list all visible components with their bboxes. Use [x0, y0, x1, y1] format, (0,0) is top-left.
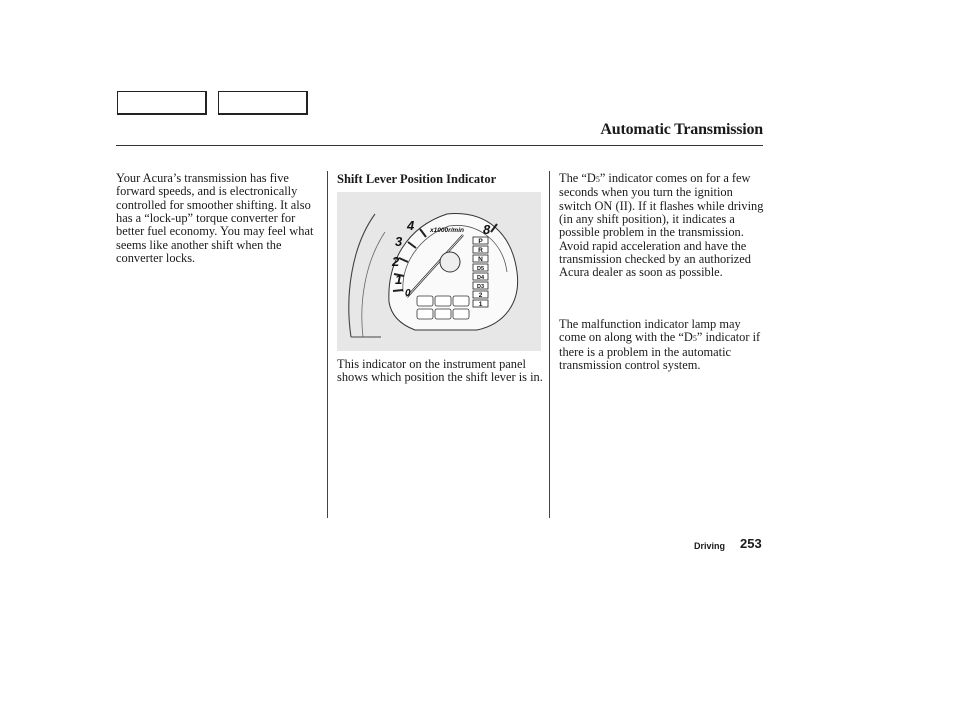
- shift-position-N: N: [478, 256, 483, 263]
- gauge-number-3: 3: [395, 234, 403, 249]
- gauge-unit-label: x1000r/min: [430, 227, 464, 234]
- shift-position-D3: D3: [476, 284, 485, 290]
- subscript-5: 5: [692, 334, 697, 344]
- tachometer-illustration: [337, 192, 541, 351]
- title-rule: [116, 145, 763, 146]
- text-fragment: The “D: [559, 171, 596, 185]
- text-fragment: ” indicator if there is a problem in the automatic transmission control system.: [559, 330, 761, 373]
- shift-indicator-heading: Shift Lever Position Indicator: [337, 172, 497, 186]
- gauge-number-4: 4: [407, 218, 415, 233]
- text-fragment: ” indicator comes on for a few seconds when you turn the ignition switch ON (II). If it flashes while driving (in any shift position), it indicates a possible problem in the transmission. Avoid rapid acceleration and have the transmission checked by an authorized Acura dealer as soon as possible.: [559, 171, 764, 280]
- tachometer-figure: [337, 192, 541, 351]
- shift-position-P: P: [478, 238, 483, 245]
- d5-indicator-text: [559, 172, 764, 280]
- column-divider: [549, 171, 550, 518]
- indicator-description-text: This indicator on the instrument panel shows which position the shift lever is in.: [337, 357, 543, 385]
- transmission-intro-text: Your Acura’s transmission has five forward speeds, and is electronically controlled for smoother shifting. It also has a “lock-up” torque converter for better fuel economy. You may feel what seems like another shift when the converter locks.: [116, 171, 314, 266]
- page-title: Automatic Transmission: [600, 121, 763, 138]
- page-number: 253: [740, 536, 762, 551]
- gauge-number-8: 8: [483, 222, 491, 237]
- malfunction-lamp-text: [559, 318, 764, 372]
- gauge-number-0: 0: [405, 288, 411, 299]
- shift-position-1: 1: [478, 301, 483, 308]
- shift-position-2: 2: [478, 292, 483, 299]
- column-divider: [327, 171, 328, 518]
- prev-page-button[interactable]: [117, 91, 207, 115]
- shift-position-R: R: [478, 247, 483, 254]
- subscript-5: 5: [595, 175, 600, 184]
- footer-section-label: Driving: [694, 541, 726, 551]
- text-fragment: The malfunction indicator lamp may come on along with the “D: [559, 317, 741, 345]
- next-page-button[interactable]: [218, 91, 308, 115]
- shift-position-D4: D4: [476, 275, 485, 281]
- gauge-number-1: 1: [395, 272, 403, 287]
- shift-position-D5: D5: [476, 266, 485, 272]
- gauge-number-2: 2: [392, 254, 400, 269]
